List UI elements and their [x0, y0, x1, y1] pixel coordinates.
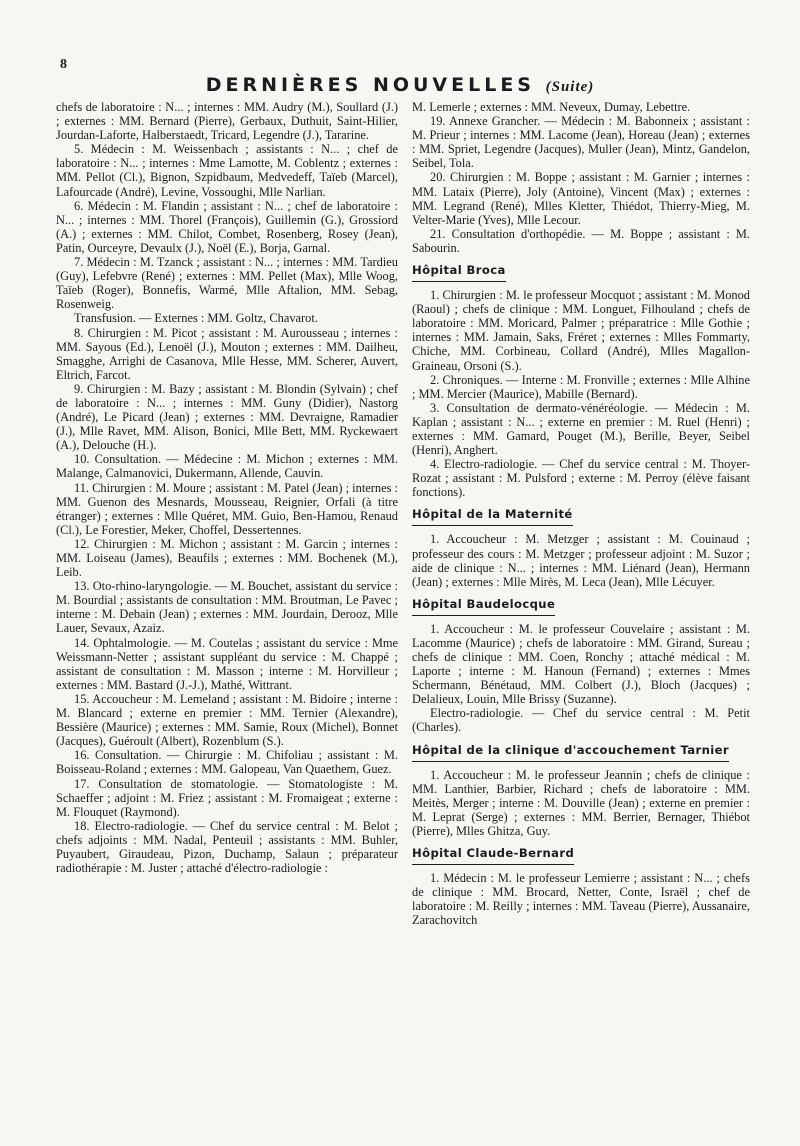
page-title	[0, 74, 800, 96]
hospital-heading: Hôpital Baudelocque	[412, 597, 555, 616]
hospital-section	[412, 838, 750, 927]
paragraph: 2. Chroniques. — Interne : M. Fronville ; externes : Mlle Alhine ; MM. Mercier (Maurice), Mabille (Bernard).	[412, 372, 750, 401]
paragraph: 1. Accoucheur : M. le professeur Jeannin ; chefs de clinique : MM. Lanthier, Barbier, Richard ; chefs de laboratoire : MM. Meitès, Merger ; interne : M. Douville (Jean) ; externe en premier : M. Leprat (Serge) ; externes : MM. Berrier, Bernager, Thiébot (Pierre), Mlles Ghitza, Guy.	[412, 767, 750, 838]
page-number: 8	[60, 57, 67, 72]
paragraph: 1. Accoucheur : M. Metzger ; assistant : M. Couinaud ; professeur des cours : M. Metzger ; professeur adjoint : M. Suzor ; aide de clinique : N... ; internes : MM. Liénard (Jean), Hermann (Jean) ; externes : Mlle Mirès, M. Leca (Jean), Mlle Lécuyer.	[412, 532, 750, 589]
paragraph: 15. Accoucheur : M. Lemeland ; assistant : M. Bidoire ; interne : M. Blancard ; externe en premier : MM. Ternier (Alexandre), Bessière (Maurice) ; externes : MM. Samie, Roux (Michel), Bonnet (Jacques), Guéroult (Albert), Rozenblum (S.).	[56, 691, 398, 749]
paragraph: 12. Chirurgien : M. Michon ; assistant : M. Garcin ; internes : MM. Loiseau (James), Beaufils ; externes : MM. Bochenek (M.), Leib.	[56, 536, 398, 580]
paragraph: chefs de laboratoire : N... ; internes : MM. Audry (M.), Soullard (J.) ; externes : MM. Bernard (Pierre), Gerbaux, Duthuit, Saint-Hilier, Jourdan-Laforte, Halberstaedt, Tricard, Legendre (J.), Tararine.	[56, 100, 398, 143]
paragraph: 3. Consultation de dermato-vénéréologie. — Médecin : M. Kaplan ; assistant : N... ; externe en premier : M. Ruel (Henri) ; externes : MM. Gamard, Pouget (M.), Berille, Beyer, Seibel (Henri), Anghert.	[412, 400, 750, 458]
paragraph: 11. Chirurgien : M. Moure ; assistant : M. Patel (Jean) ; internes : MM. Guenon des Mesnards, Mousseau, Reignier, Orfali (à titre étranger) ; externes : Mlle Quéret, MM. Guio, Ben-Hamou, Renaud (Cl.), Le Forestier, Meker, Choffel, Dessertennes.	[56, 480, 398, 537]
hospital-heading: Hôpital de la clinique d'accouchement Tarnier	[412, 743, 729, 762]
paragraph: 17. Consultation de stomatologie. — Stomatologiste : M. Schaeffer ; adjoint : M. Friez ; assistant : M. Fromaigeat ; externe : M. Flouquet (Raymond).	[56, 776, 398, 819]
paragraph: 19. Annexe Grancher. — Médecin : M. Babonneix ; assistant : M. Prieur ; internes : MM. Lacome (Jean), Horeau (Jean) ; externes : MM. Spriet, Legendre (Jacques), Muller (Jean), Mintz, Gandelon, Seibel, Tola.	[412, 114, 750, 171]
paragraph: 4. Electro-radiologie. — Chef du service central : M. Thoyer-Rozat ; assistant : M. Pulsford ; externe : M. Perroy (élève faisant fonctions).	[412, 457, 750, 500]
paragraph: 20. Chirurgien : M. Boppe ; assistant : M. Garnier ; internes : MM. Lataix (Pierre), Joly (Antoine), Vincent (Max) ; externes : MM. Legrand (René), Mlles Kletter, Thiédot, Thierry-Mieg, M. Velter-Marie (Yves), Mlle Lecour.	[412, 170, 750, 227]
page-title-suite: (Suite)	[545, 79, 595, 95]
page-title-text: DERNIÈRES NOUVELLES	[205, 74, 535, 96]
paragraph: 16. Consultation. — Chirurgie : M. Chifoliau ; assistant : M. Boisseau-Roland ; externes : MM. Galopeau, Van Quaethem, Guez.	[56, 748, 398, 777]
hospital-section	[412, 589, 750, 735]
paragraph: 14. Ophtalmologie. — M. Coutelas ; assistant du service : Mme Weissmann-Netter ; assistant suppléant du service : M. Chappé ; assistant de consultation : M. Masson ; interne : M. Horvilleur ; externes : MM. Bastard (J.-J.), Mathé, Wittrant.	[56, 635, 398, 692]
right-column	[412, 100, 750, 1140]
paragraph: 18. Electro-radiologie. — Chef du service central : M. Belot ; chefs adjoints : MM. Nadal, Penteuil ; assistants : MM. Buhler, Puyaubert, Giraudeau, Pizon, Duchamp, Salaun ; préparateur radiothérapie : M. Juster ; attaché d'électro-radiologie :	[56, 818, 398, 876]
paragraph: 7. Médecin : M. Tzanck ; assistant : N... ; internes : MM. Tardieu (Guy), Lefebvre (René) ; externes : MM. Pellet (Max), Mlle Woog, Taïeb (Roger), Bonnefis, Warmé, Mlle Aftalion, MM. Sebag, Rosenweig.	[56, 255, 398, 312]
paragraph: 5. Médecin : M. Weissenbach ; assistants : N... ; chef de laboratoire : N... ; internes : Mme Lamotte, M. Coblentz ; externes : MM. Pellot (Cl.), Bignon, Szpidbaum, Medvedeff, Taïeb (Marcel), Lafourcade (André), Levine, Vossoughi, Mlle Narlian.	[56, 142, 398, 199]
paragraph: Transfusion. — Externes : MM. Goltz, Chavarot.	[74, 311, 318, 326]
paragraph: Electro-radiologie. — Chef du service central : M. Petit (Charles).	[412, 706, 750, 735]
paragraph: 6. Médecin : M. Flandin ; assistant : N... ; chef de laboratoire : N... ; internes : MM. Thorel (François), Guillemin (G.), Grossiord (A.) ; externes : MM. Chilot, Combet, Rosenberg, Rosey (Jean), Patin, Ourceyre, Devaulx (J.), Noël (E.), Borja, Garnal.	[56, 198, 398, 255]
paragraph: 9. Chirurgien : M. Bazy ; assistant : M. Blondin (Sylvain) ; chef de laboratoire : N... ; internes : MM. Guny (Didier), Nastorg (André), Le Picard (Jean) ; externes : MM. Devraigne, Ramadier (J.), Mlle Ravet, MM. Alison, Bonici, Mlle Bett, MM. Ryckewaert (A.), Delouche (H.).	[56, 381, 398, 453]
hospital-heading: Hôpital de la Maternité	[412, 507, 573, 526]
hospital-heading: Hôpital Claude-Bernard	[412, 846, 574, 865]
hospital-section	[412, 499, 750, 588]
hospital-section	[412, 255, 750, 499]
hospital-heading: Hôpital Broca	[412, 263, 506, 282]
paragraph: 13. Oto-rhino-laryngologie. — M. Bouchet, assistant du service : M. Bourdial ; assistants de consultation : MM. Broutman, Le Pavec ; interne : M. Debain (Jean) ; externes : MM. Jourdain, Derooz, Mlle Lauer, Sevaux, Azaiz.	[56, 579, 398, 636]
paragraph: 1. Accoucheur : M. le professeur Couvelaire ; assistant : M. Lacomme (Maurice) ; chefs de laboratoire : MM. Girand, Sureau ; chefs de clinique : MM. Coen, Ronchy ; attaché médical : M. Laporte ; interne : M. Hanoun (Fernand) ; externes : Mmes Schermann, Bénétaud, MM. Colbert (J.), Bloch (Jacques) ; Delalieux, Louin, Mlle Brissy (Suzanne).	[412, 621, 750, 707]
paragraph: 1. Médecin : M. le professeur Lemierre ; assistant : N... ; chefs de clinique : MM. Brocard, Netter, Conte, Israël ; chef de laboratoire : M. Reilly ; internes : MM. Taveau (Pierre), Aussanaire, Zarachovitch	[412, 871, 750, 928]
paragraph: 21. Consultation d'orthopédie. — M. Boppe ; assistant : M. Sabourin.	[412, 226, 750, 255]
paragraph: 10. Consultation. — Médecine : M. Michon ; externes : MM. Malange, Calmanovici, Dukermann, Allende, Cauvin.	[56, 452, 398, 481]
paragraph: 8. Chirurgien : M. Picot ; assistant : M. Aurousseau ; internes : MM. Sayous (Ed.), Lenoël (J.), Mouton ; externes : MM. Dailheu, Smagghe, Arrighi de Casanova, Mlle Hesse, MM. Scherer, Auvert, Eltrich, Farcot.	[56, 325, 398, 382]
paragraph: 1. Chirurgien : M. le professeur Mocquot ; assistant : M. Monod (Raoul) ; chefs de clinique : MM. Longuet, Filhouland ; chefs de laboratoire : MM. Moricard, Palmer ; préparatrice : Mlle Gothie ; internes : MM. Jamain, Saks, Fréret ; externes : Mlles Fommarty, Chiche, MM. Corbineau, Collard (André), Mlles Magallon-Graineau, Orsoni (S.).	[412, 288, 750, 373]
paragraph: M. Lemerle ; externes : MM. Neveux, Dumay, Lebettre.	[412, 100, 691, 114]
hospital-section	[412, 735, 750, 838]
left-column	[56, 100, 398, 1140]
